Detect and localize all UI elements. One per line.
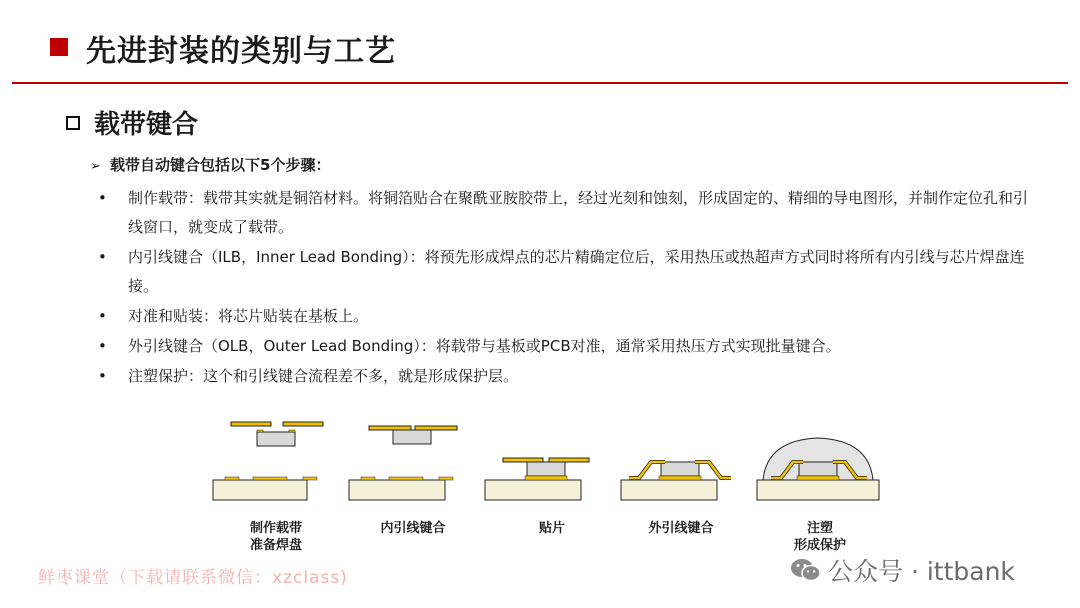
bullet-dot-icon: • [98,248,107,266]
stage-caption [368,520,458,537]
stage-2-figure [349,426,457,500]
stage-caption [778,520,862,554]
bullet-dot-icon: • [98,189,107,207]
list-item-text: 注塑保护：这个和引线键合流程差不多，就是形成保护层。 [128,367,519,385]
list-item [98,184,1038,242]
bullet-dot-icon: • [98,337,107,355]
title-square-icon [50,38,68,56]
list-item-text: 对准和贴装：将芯片贴装在基板上。 [128,307,369,325]
list-item [98,302,1038,331]
title-divider [12,82,1068,84]
stage-caption [236,520,316,554]
caption-line: 制作载带 [249,521,302,536]
bullet-dot-icon: • [98,367,107,385]
caption-line: 注塑 [806,521,833,536]
stage-4-figure [621,462,731,500]
stage-caption [636,520,726,537]
list-item-text: 制作载带：载带其实就是铜箔材料。将铜箔贴合在聚酰亚胺胶带上，经过光刻和蚀刻，形成固定的、精细的导电图形，并制作定位孔和引线窗口，就变成了载带。 [128,189,1029,236]
caption-line: 贴片 [538,521,565,536]
caption-line: 形成保护 [793,538,846,553]
page-title: 先进封装的类别与工艺 [86,34,396,69]
caption-line: 内引线键合 [380,521,446,536]
footer-account [790,552,1015,588]
caption-line: 外引线键合 [648,521,714,536]
stage-5-figure [757,438,879,500]
list-item [98,362,1038,391]
caption-line: 准备焊盘 [249,538,302,553]
account-name: 公众号 · ittbank [828,557,1015,586]
list-item-text: 外引线键合（OLB，Outer Lead Bonding）：将载带与基板或PCB对准，通常采用热压方式实现批量键合。 [128,337,841,355]
wechat-icon [790,557,822,583]
list-item-text: 内引线键合（ILB，Inner Lead Bonding）：将预先形成焊点的芯片精确定位后，采用热压或热超声方式同时将所有内引线与芯片焊盘连接。 [128,248,1025,295]
list-item [98,243,1038,301]
stage-1-figure [213,422,323,500]
watermark-text: 鲜枣课堂（下载请联系微信：xzclass) [38,568,348,588]
list-item [98,332,1038,361]
stage-caption [522,520,582,537]
intro-line [90,154,330,175]
section-square-icon [66,116,80,130]
intro-text: 载带自动键合包括以下5个步骤： [110,156,331,174]
stage-3-figure [485,458,589,500]
section-title: 载带键合 [94,110,199,140]
arrow-bullet-icon: ➢ [90,159,101,174]
tab-process-diagram [205,410,895,510]
bullet-dot-icon: • [98,307,107,325]
step-list [98,184,1038,392]
